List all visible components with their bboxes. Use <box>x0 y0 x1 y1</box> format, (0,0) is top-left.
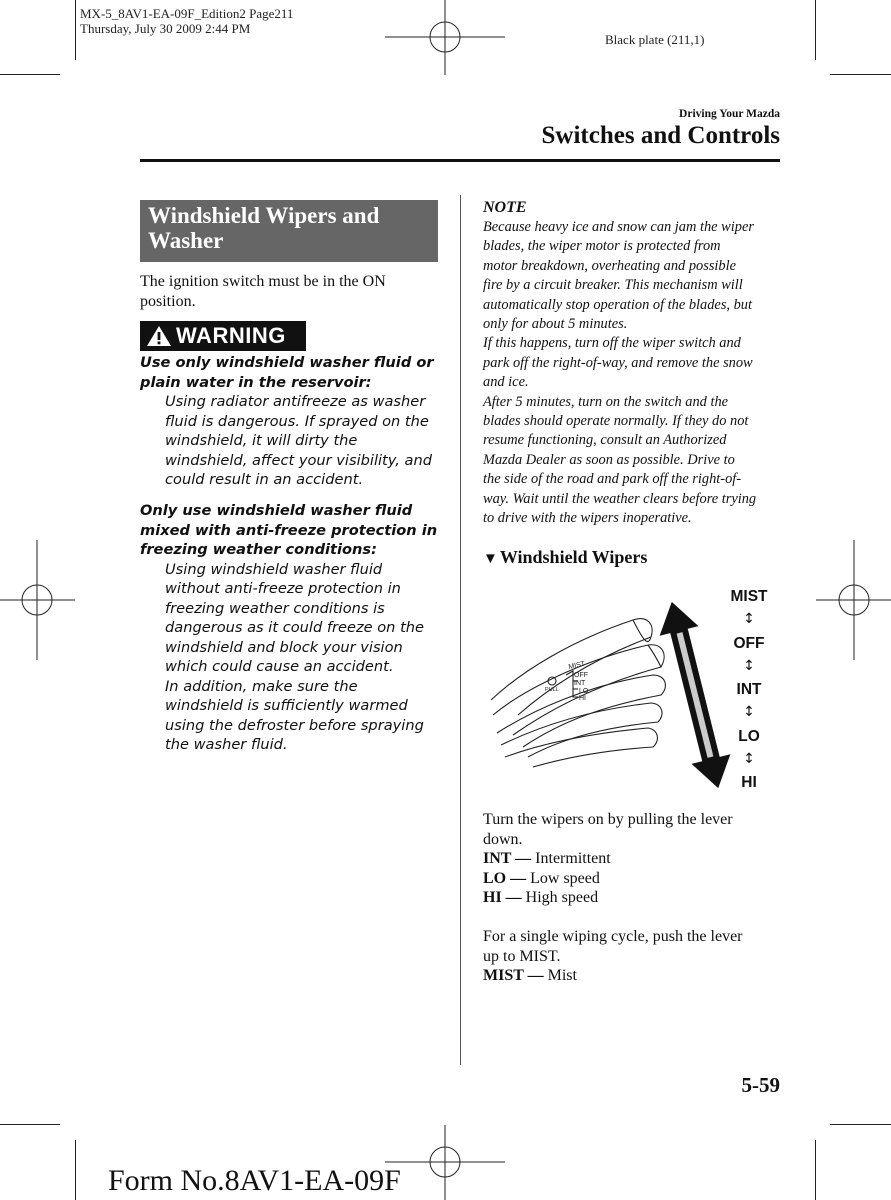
definition: Intermittent <box>531 850 611 867</box>
term: INT — <box>483 850 532 867</box>
subsection-heading <box>483 547 647 568</box>
warning-body-line: In addition, make sure the <box>165 677 358 695</box>
note-line: park off the right-of-way, and remove the snow <box>483 354 753 371</box>
note-line: fire by a circuit breaker. This mechanism will <box>483 277 743 294</box>
plate-info: Black plate (211,1) <box>605 32 705 47</box>
warning-body <box>140 560 440 755</box>
crop-mark <box>75 0 76 60</box>
wiper-description <box>483 810 783 986</box>
warning-title-line: freezing weather conditions: <box>140 541 377 558</box>
crop-mark <box>815 0 816 60</box>
warning-title <box>140 353 440 392</box>
position-label: INT <box>736 681 762 698</box>
crop-mark <box>0 74 60 75</box>
print-info-line: MX-5_8AV1-EA-09F_Edition2 Page211 <box>80 6 294 21</box>
column-divider <box>460 195 461 1065</box>
intro-line: The ignition switch must be in the ON <box>140 273 386 290</box>
crop-mark <box>815 1140 816 1200</box>
registration-mark-right <box>811 540 891 660</box>
warning-body-line: freezing weather conditions is <box>165 599 385 617</box>
definition: Mist <box>543 967 577 984</box>
warning-body-line: using the defroster before spraying <box>165 716 424 734</box>
desc-line: down. <box>483 830 523 848</box>
registration-mark-left <box>0 540 80 660</box>
note-line: motor breakdown, overheating and possible <box>483 257 737 274</box>
print-info <box>80 6 293 36</box>
warning-triangle-icon <box>146 325 172 347</box>
term: MIST — <box>483 967 544 984</box>
definition-mist <box>483 966 783 986</box>
warning-body-line: Using radiator antifreeze as washer <box>165 393 426 410</box>
crop-mark <box>75 1140 76 1200</box>
lever-label: OFF <box>574 672 588 679</box>
position-label: MIST <box>730 588 768 605</box>
lever-label: MIST <box>567 660 586 671</box>
warning-title <box>140 501 440 560</box>
note-line: After 5 minutes, turn on the switch and the <box>483 393 729 410</box>
warning-item <box>140 501 440 755</box>
lever-label: HI <box>579 695 586 702</box>
up-down-small-arrow-icon: ↕ <box>743 704 755 720</box>
warning-body-line: windshield, it will dirty the <box>165 432 358 449</box>
warning-body-line: fluid is dangerous. If sprayed on the <box>165 412 429 430</box>
note-line: Mazda Dealer as soon as possible. Drive to <box>483 451 735 468</box>
title-rule <box>140 159 780 162</box>
intro-line: position. <box>140 292 196 310</box>
section-label: Driving Your Mazda <box>679 108 780 120</box>
desc-line: Turn the wipers on by pulling the lever <box>483 811 733 828</box>
warning-title-line: Only use windshield washer fluid <box>140 502 413 519</box>
registration-mark-bottom <box>385 1125 505 1200</box>
position-label: LO <box>738 728 760 745</box>
triangle-bullet-icon: ▼ <box>483 551 498 567</box>
warning-label: WARNING <box>176 323 286 348</box>
note-line: the side of the road and park off the right-of- <box>483 471 742 488</box>
warning-title-line: plain water in the reservoir: <box>140 373 372 391</box>
definition-int <box>483 849 783 869</box>
section-heading-line: Washer <box>148 228 224 253</box>
form-number: Form No.8AV1-EA-09F <box>108 1164 401 1197</box>
note-line: automatically stop operation of the blades, but <box>483 296 753 313</box>
definition-hi <box>483 888 783 908</box>
note-line: and ice. <box>483 374 529 391</box>
crop-mark <box>830 1124 891 1125</box>
note-block <box>483 198 783 529</box>
warning-title-line: Use only windshield washer fluid or <box>140 354 434 371</box>
intro-paragraph <box>140 272 440 311</box>
spacer <box>483 908 783 928</box>
warning-body-line: dangerous as it could freeze on the <box>165 619 425 636</box>
lever-label: PULL <box>545 687 559 693</box>
position-label: HI <box>741 774 757 791</box>
warning-body-line: without anti-freeze protection in <box>165 580 401 597</box>
desc-line: For a single wiping cycle, push the lever <box>483 928 743 945</box>
note-line: only for about 5 minutes. <box>483 316 628 333</box>
wiper-lever-diagram <box>483 585 783 800</box>
note-line: to drive with the wipers inoperative. <box>483 510 692 527</box>
warning-item <box>140 353 440 490</box>
up-down-small-arrow-icon: ↕ <box>743 611 755 627</box>
term: LO — <box>483 869 527 887</box>
warning-badge <box>140 321 306 351</box>
registration-mark-top <box>385 0 505 80</box>
lever-label: INT <box>574 680 586 687</box>
warning-body <box>140 392 440 490</box>
note-line: blades, the wiper motor is protected from <box>483 238 721 255</box>
section-heading-line: Windshield Wipers and <box>148 203 380 228</box>
note-line: way. Wait until the weather clears before trying <box>483 490 757 507</box>
warning-body-line: windshield, affect your visibility, and <box>165 451 433 469</box>
lever-label: LO <box>579 688 589 695</box>
definition-lo <box>483 869 783 889</box>
term: HI — <box>483 889 522 906</box>
definition: Low speed <box>526 869 600 887</box>
note-line: blades should operate normally. If they do not <box>483 413 749 430</box>
up-down-small-arrow-icon: ↕ <box>743 751 755 767</box>
page-number: 5-59 <box>741 1073 780 1097</box>
section-heading <box>140 200 438 262</box>
up-down-small-arrow-icon: ↕ <box>743 658 755 674</box>
note-text <box>483 218 783 529</box>
warning-body-line: the washer fluid. <box>165 736 288 753</box>
warning-title-line: mixed with anti-freeze protection in <box>140 521 438 539</box>
crop-mark <box>0 1124 60 1125</box>
print-info-line: Thursday, July 30 2009 2:44 PM <box>80 21 251 36</box>
subsection-heading-text: Windshield Wipers <box>499 547 648 567</box>
page-title: Switches and Controls <box>541 122 780 149</box>
definition: High speed <box>521 889 599 906</box>
note-line: If this happens, turn off the wiper switch and <box>483 335 741 352</box>
crop-mark <box>830 74 891 75</box>
desc-line: up to MIST. <box>483 947 561 965</box>
warning-body-line: windshield and block your vision <box>165 638 403 656</box>
warning-body-line: which could cause an accident. <box>165 658 394 675</box>
note-label: NOTE <box>483 199 527 216</box>
warning-body-line: could result in an accident. <box>165 471 364 488</box>
note-line: resume functioning, consult an Authorized <box>483 432 727 449</box>
position-label: OFF <box>733 635 765 652</box>
warning-body-line: windshield is sufficiently warmed <box>165 697 408 714</box>
note-line: Because heavy ice and snow can jam the wiper <box>483 219 754 235</box>
warning-body-line: Using windshield washer fluid <box>165 560 383 578</box>
